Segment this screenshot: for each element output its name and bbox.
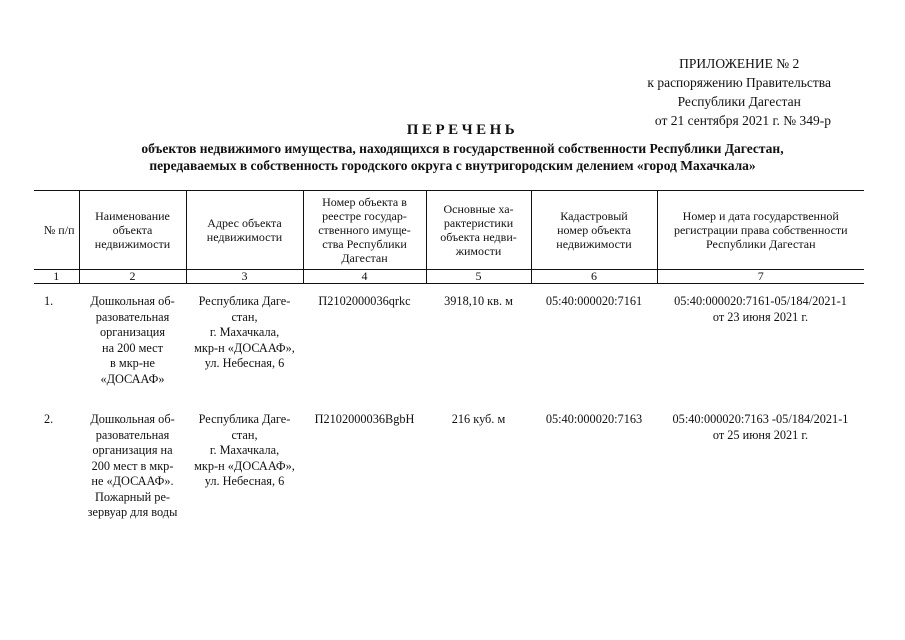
cell-name-line: Пожарный ре- bbox=[94, 489, 171, 504]
cell-name-line: Дошкольная об- bbox=[90, 294, 175, 308]
cell-registry-number bbox=[303, 409, 426, 522]
cell-name-line: зервуар для воды bbox=[87, 505, 178, 519]
header-line: недвижимости bbox=[556, 237, 632, 251]
cell-registration bbox=[657, 284, 864, 410]
document-subtitle-line1: объектов недвижимого имущества, находящихся в государственной собственности Республики Дагестан, bbox=[141, 141, 784, 156]
cell-cadastral-number bbox=[531, 284, 657, 410]
cell-number bbox=[34, 409, 79, 522]
header-characteristics bbox=[426, 191, 531, 270]
cell-name bbox=[79, 284, 186, 410]
appendix-number: ПРИЛОЖЕНИЕ № 2 bbox=[679, 56, 800, 71]
header-cadastral-number bbox=[531, 191, 657, 270]
cell-name-line: в мкр-не bbox=[110, 356, 155, 370]
cell-name-line: не «ДОСААФ». bbox=[91, 474, 174, 488]
cell-registration bbox=[657, 409, 864, 522]
header-line: Номер объекта в bbox=[322, 195, 407, 209]
header-line: номер объекта bbox=[557, 223, 631, 237]
cell-address-line: стан, bbox=[231, 309, 258, 324]
cell-registry-number-value: П2102000036qrkc bbox=[318, 294, 411, 308]
column-number-row bbox=[34, 270, 864, 284]
column-number: 2 bbox=[79, 270, 186, 284]
cell-name-line: 200 мест в мкр- bbox=[91, 458, 174, 473]
cell-address-line: г. Махачкала, bbox=[209, 443, 280, 457]
header-line: реестре государ- bbox=[322, 209, 407, 223]
appendix-block bbox=[647, 54, 831, 130]
cell-cadastral-number-value: 05:40:000020:7163 bbox=[545, 412, 643, 426]
cell-address-line: ул. Небесная, 6 bbox=[204, 474, 285, 488]
column-number: 1 bbox=[34, 270, 79, 284]
column-number: 7 bbox=[657, 270, 864, 284]
table-row bbox=[34, 409, 864, 522]
appendix-date: от 21 сентября 2021 г. № 349-р bbox=[654, 113, 831, 128]
document-title: ПЕРЕЧЕНЬ bbox=[406, 122, 519, 138]
cell-cadastral-number bbox=[531, 409, 657, 522]
cell-name-line: организация на bbox=[92, 443, 173, 457]
cell-registration-line: 05:40:000020:7163 -05/184/2021-1 bbox=[672, 412, 849, 426]
column-number: 3 bbox=[186, 270, 303, 284]
header-line: ственного имуще- bbox=[318, 223, 411, 237]
header-line: Кадастровый bbox=[560, 209, 628, 223]
property-table bbox=[34, 190, 864, 522]
appendix-government: Республики Дагестан bbox=[677, 94, 801, 109]
header-line: ства Республики bbox=[322, 237, 407, 251]
cell-address-line: стан, bbox=[231, 427, 258, 442]
cell-address bbox=[186, 284, 303, 410]
cell-cadastral-number-value: 05:40:000020:7161 bbox=[545, 294, 643, 308]
table-row bbox=[34, 284, 864, 410]
cell-address-line: мкр-н «ДОСААФ», bbox=[194, 340, 295, 355]
cell-registry-number-value: П2102000036BgbH bbox=[314, 412, 415, 426]
cell-name bbox=[79, 409, 186, 522]
cell-address-line: г. Махачкала, bbox=[209, 325, 280, 339]
header-line: регистрации права собственности bbox=[673, 223, 848, 237]
header-line: Адрес объекта bbox=[207, 216, 282, 230]
cell-address bbox=[186, 409, 303, 522]
header-line: объекта недви- bbox=[440, 230, 517, 244]
column-number: 6 bbox=[531, 270, 657, 284]
header-line: недвижимости bbox=[206, 230, 283, 244]
cell-name-line: Дошкольная об- bbox=[90, 412, 175, 426]
header-line: Республики Дагестан bbox=[705, 237, 816, 251]
header-line: объекта bbox=[112, 223, 153, 237]
header-line: Основные ха- bbox=[443, 202, 514, 216]
column-number: 5 bbox=[426, 270, 531, 284]
header-address bbox=[186, 191, 303, 270]
header-line: недвижимости bbox=[94, 237, 171, 251]
header-line: рактеристики bbox=[443, 216, 514, 230]
cell-characteristics bbox=[426, 284, 531, 410]
header-name bbox=[79, 191, 186, 270]
cell-name-line: на 200 мест bbox=[101, 340, 163, 355]
cell-characteristics bbox=[426, 409, 531, 522]
document-subtitle-line2: передаваемых в собственность городского округа с внутригородским делением «город Махачкала» bbox=[149, 158, 756, 173]
cell-number-value: 2. bbox=[44, 412, 54, 426]
column-number: 4 bbox=[303, 270, 426, 284]
cell-name-line: «ДОСААФ» bbox=[100, 371, 165, 386]
cell-registration-line: 05:40:000020:7161-05/184/2021-1 bbox=[674, 294, 847, 308]
cell-address-line: Республика Даге- bbox=[198, 294, 291, 308]
header-line: Наименование bbox=[95, 209, 170, 223]
table-header-row bbox=[34, 191, 864, 270]
header-number bbox=[34, 191, 79, 270]
cell-name-line: разовательная bbox=[95, 427, 170, 442]
cell-characteristics-value: 216 куб. м bbox=[451, 412, 506, 426]
cell-name-line: организация bbox=[99, 325, 166, 339]
cell-address-line: Республика Даге- bbox=[198, 412, 291, 426]
cell-registration-line: от 23 июня 2021 г. bbox=[712, 309, 809, 324]
cell-registration-line: от 25 июня 2021 г. bbox=[712, 427, 809, 442]
appendix-order-ref: к распоряжению Правительства bbox=[647, 75, 831, 90]
cell-registry-number bbox=[303, 284, 426, 410]
header-registry-number bbox=[303, 191, 426, 270]
cell-number-value: 1. bbox=[44, 294, 54, 308]
cell-name-line: разовательная bbox=[95, 309, 170, 324]
header-line: Номер и дата государственной bbox=[682, 209, 839, 223]
header-registration bbox=[657, 191, 864, 270]
header-line: Дагестан bbox=[341, 251, 388, 265]
header-line: № п/п bbox=[43, 223, 75, 237]
document-heading bbox=[0, 120, 905, 174]
cell-number bbox=[34, 284, 79, 410]
header-line: жимости bbox=[455, 244, 502, 258]
cell-address-line: ул. Небесная, 6 bbox=[204, 356, 285, 370]
cell-characteristics-value: 3918,10 кв. м bbox=[444, 294, 513, 308]
cell-address-line: мкр-н «ДОСААФ», bbox=[194, 458, 295, 473]
